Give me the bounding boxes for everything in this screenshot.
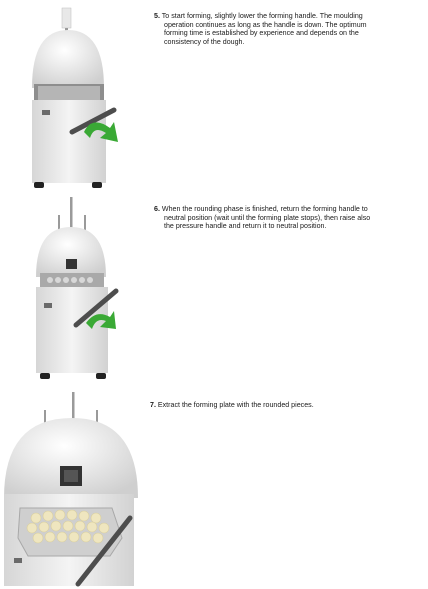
step-6-line-1 (154, 205, 424, 214)
step-6-instructions (154, 205, 424, 231)
step-5-line-1 (154, 12, 424, 21)
step-5-text-line: consistency of the dough. (164, 37, 245, 46)
step-5-text-line: forming time is established by experience and depends on the (164, 29, 359, 38)
step-6-text-line: the pressure handle and return it to neutral position. (164, 222, 327, 231)
step-6-number: 6. (154, 205, 160, 213)
step-7-text-line: Extract the forming plate with the rounded pieces. (157, 401, 314, 409)
step-5-number: 5. (154, 12, 160, 20)
step-7-number: 7. (150, 401, 156, 409)
step-7-line-1 (150, 401, 420, 410)
step-5-instructions (154, 12, 424, 46)
step-6-machine-illustration (0, 193, 140, 383)
step-5-text-line: To start forming, slightly lower the forming handle. The moulding (161, 12, 363, 20)
step-7-instructions (150, 401, 420, 410)
step-6-text-line: When the rounding phase is finished, return the forming handle to (161, 205, 368, 213)
step-5-machine-illustration (0, 0, 140, 195)
step-6-text-line: neutral position (wait until the forming plate stops), then raise also (164, 213, 371, 222)
step-5-text-line: operation continues as long as the handle is down. The optimum (164, 20, 367, 29)
step-7-machine-illustration (0, 388, 140, 588)
